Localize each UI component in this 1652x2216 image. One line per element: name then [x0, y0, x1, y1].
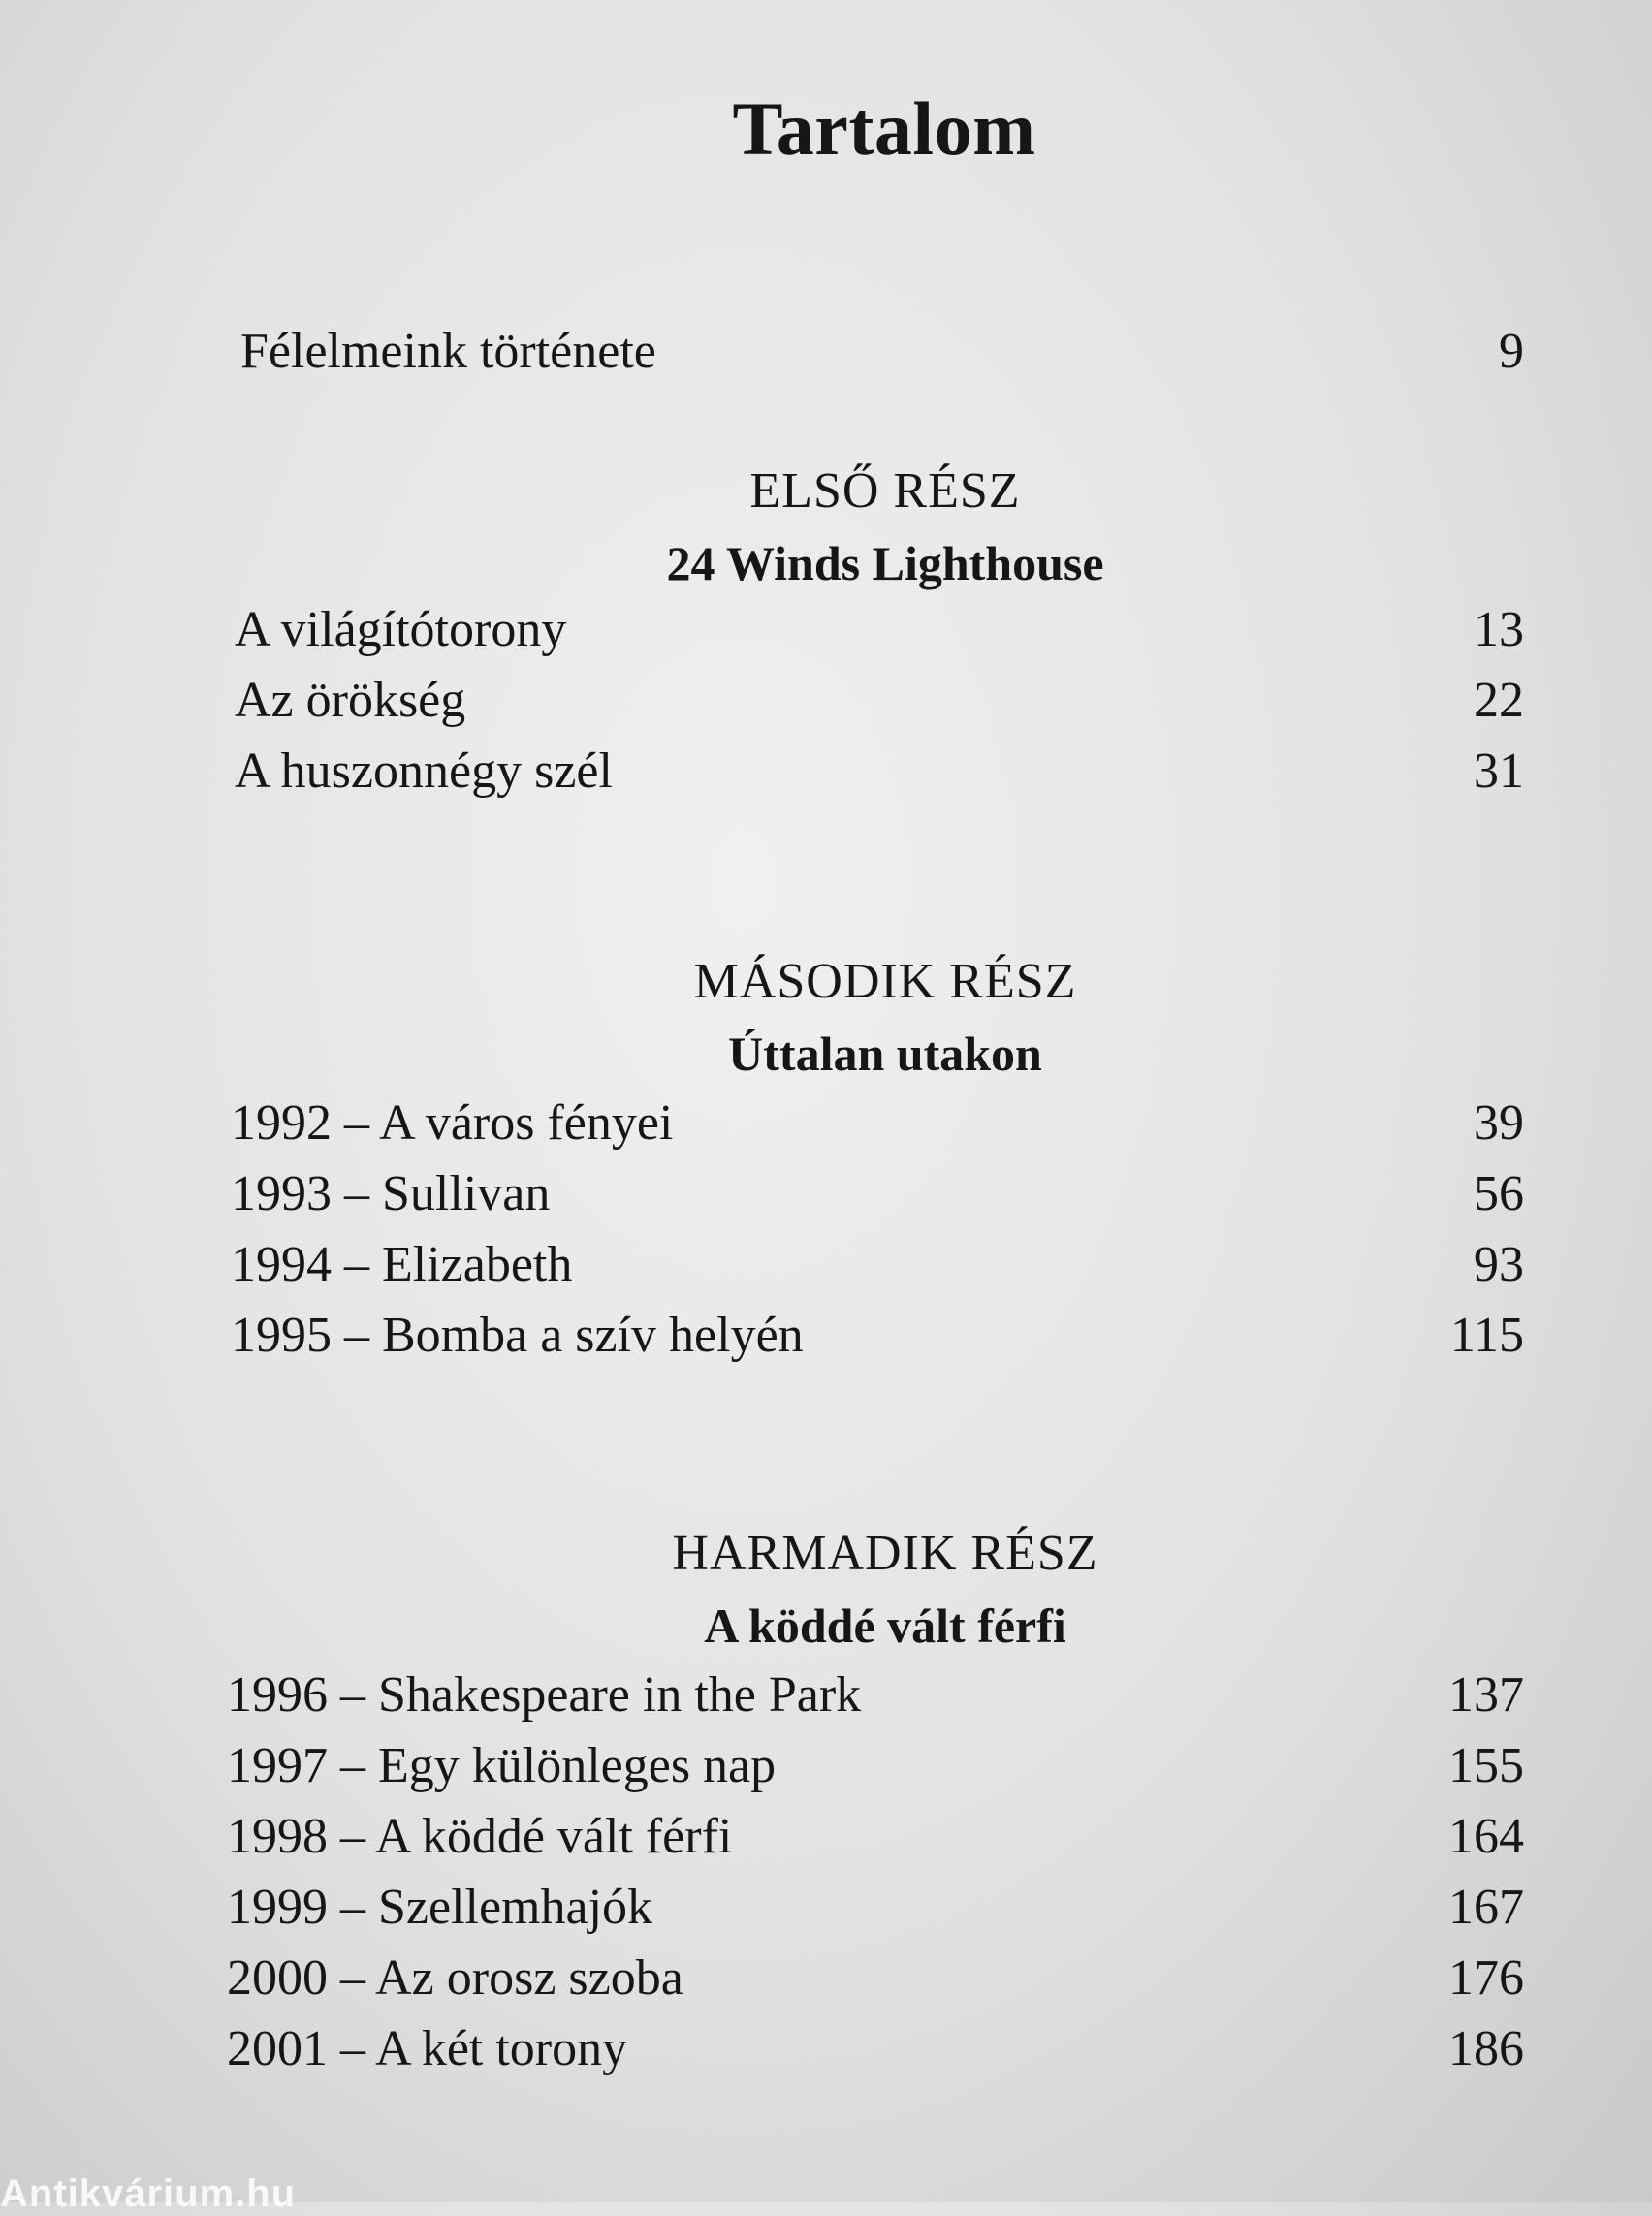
toc-entry	[227, 1943, 1524, 2013]
toc-entry	[235, 665, 1524, 736]
part-label: MÁSODIK RÉSZ	[693, 954, 1077, 1009]
toc-entry	[227, 2013, 1524, 2084]
toc-entry-page: 164	[1448, 1809, 1524, 1864]
part-1-entries	[235, 594, 1524, 807]
part-label: ELSŐ RÉSZ	[749, 463, 1021, 519]
toc-entry-page: 39	[1474, 1095, 1524, 1151]
part-heading-1	[0, 456, 1652, 599]
toc-entry-page: 155	[1448, 1738, 1524, 1793]
toc-entry-page: 137	[1448, 1667, 1524, 1723]
part-heading-2	[0, 946, 1652, 1090]
toc-entry-title: 1999 – Szellemhajók	[227, 1880, 653, 1935]
toc-entry-page: 115	[1449, 1308, 1524, 1363]
toc-entry	[227, 1660, 1524, 1730]
toc-entry-page: 93	[1474, 1237, 1524, 1292]
toc-entry	[235, 736, 1524, 807]
toc-entry-title: A huszonnégy szél	[235, 744, 613, 799]
toc-entry-title: 1998 – A köddé vált férfi	[227, 1809, 733, 1864]
page-title: Tartalom	[732, 86, 1036, 171]
toc-entry-page: 176	[1448, 1950, 1524, 2006]
part-label: HARMADIK RÉSZ	[672, 1526, 1098, 1581]
toc-entry	[231, 1088, 1524, 1158]
toc-entry-title: 1996 – Shakespeare in the Park	[227, 1667, 862, 1723]
toc-entry	[235, 594, 1524, 665]
part-3-entries	[227, 1660, 1524, 2084]
toc-entry-page: 22	[1474, 673, 1524, 728]
toc-entry-title: Félelmeink története	[240, 324, 656, 379]
toc-entry	[240, 316, 1524, 387]
toc-entry-page: 186	[1448, 2021, 1524, 2076]
part-heading-3	[0, 1518, 1652, 1662]
toc-entry	[227, 1801, 1524, 1872]
toc-entry	[227, 1730, 1524, 1801]
toc-entry	[231, 1229, 1524, 1300]
toc-entry-title: A világítótorony	[235, 602, 567, 657]
toc-entry-page: 13	[1474, 602, 1524, 657]
part-subtitle: A köddé vált férfi	[704, 1599, 1066, 1653]
part-2-entries	[231, 1088, 1524, 1371]
toc-entry	[231, 1300, 1524, 1371]
toc-entry-page: 31	[1474, 744, 1524, 799]
toc-entry-page: 56	[1474, 1166, 1524, 1221]
toc-entry-title: 1993 – Sullivan	[231, 1166, 551, 1221]
toc-entry	[231, 1158, 1524, 1229]
toc-entry-title: 2001 – A két torony	[227, 2021, 628, 2076]
toc-entry-title: 2000 – Az orosz szoba	[227, 1950, 683, 2006]
toc-entry-title: 1994 – Elizabeth	[231, 1237, 573, 1292]
watermark: Antikvárium.hu	[0, 2172, 297, 2215]
toc-entry-title: 1997 – Egy különleges nap	[227, 1738, 777, 1793]
toc-entry	[227, 1872, 1524, 1943]
part-subtitle: 24 Winds Lighthouse	[666, 536, 1104, 590]
toc-entry-page: 167	[1448, 1880, 1524, 1935]
toc-entry-title: Az örökség	[235, 673, 466, 728]
toc-entry-title: 1992 – A város fényei	[231, 1095, 674, 1151]
toc-intro	[240, 316, 1524, 387]
toc-entry-page: 9	[1499, 324, 1524, 379]
toc-entry-title: 1995 – Bomba a szív helyén	[231, 1308, 804, 1363]
part-subtitle: Úttalan utakon	[728, 1027, 1042, 1081]
